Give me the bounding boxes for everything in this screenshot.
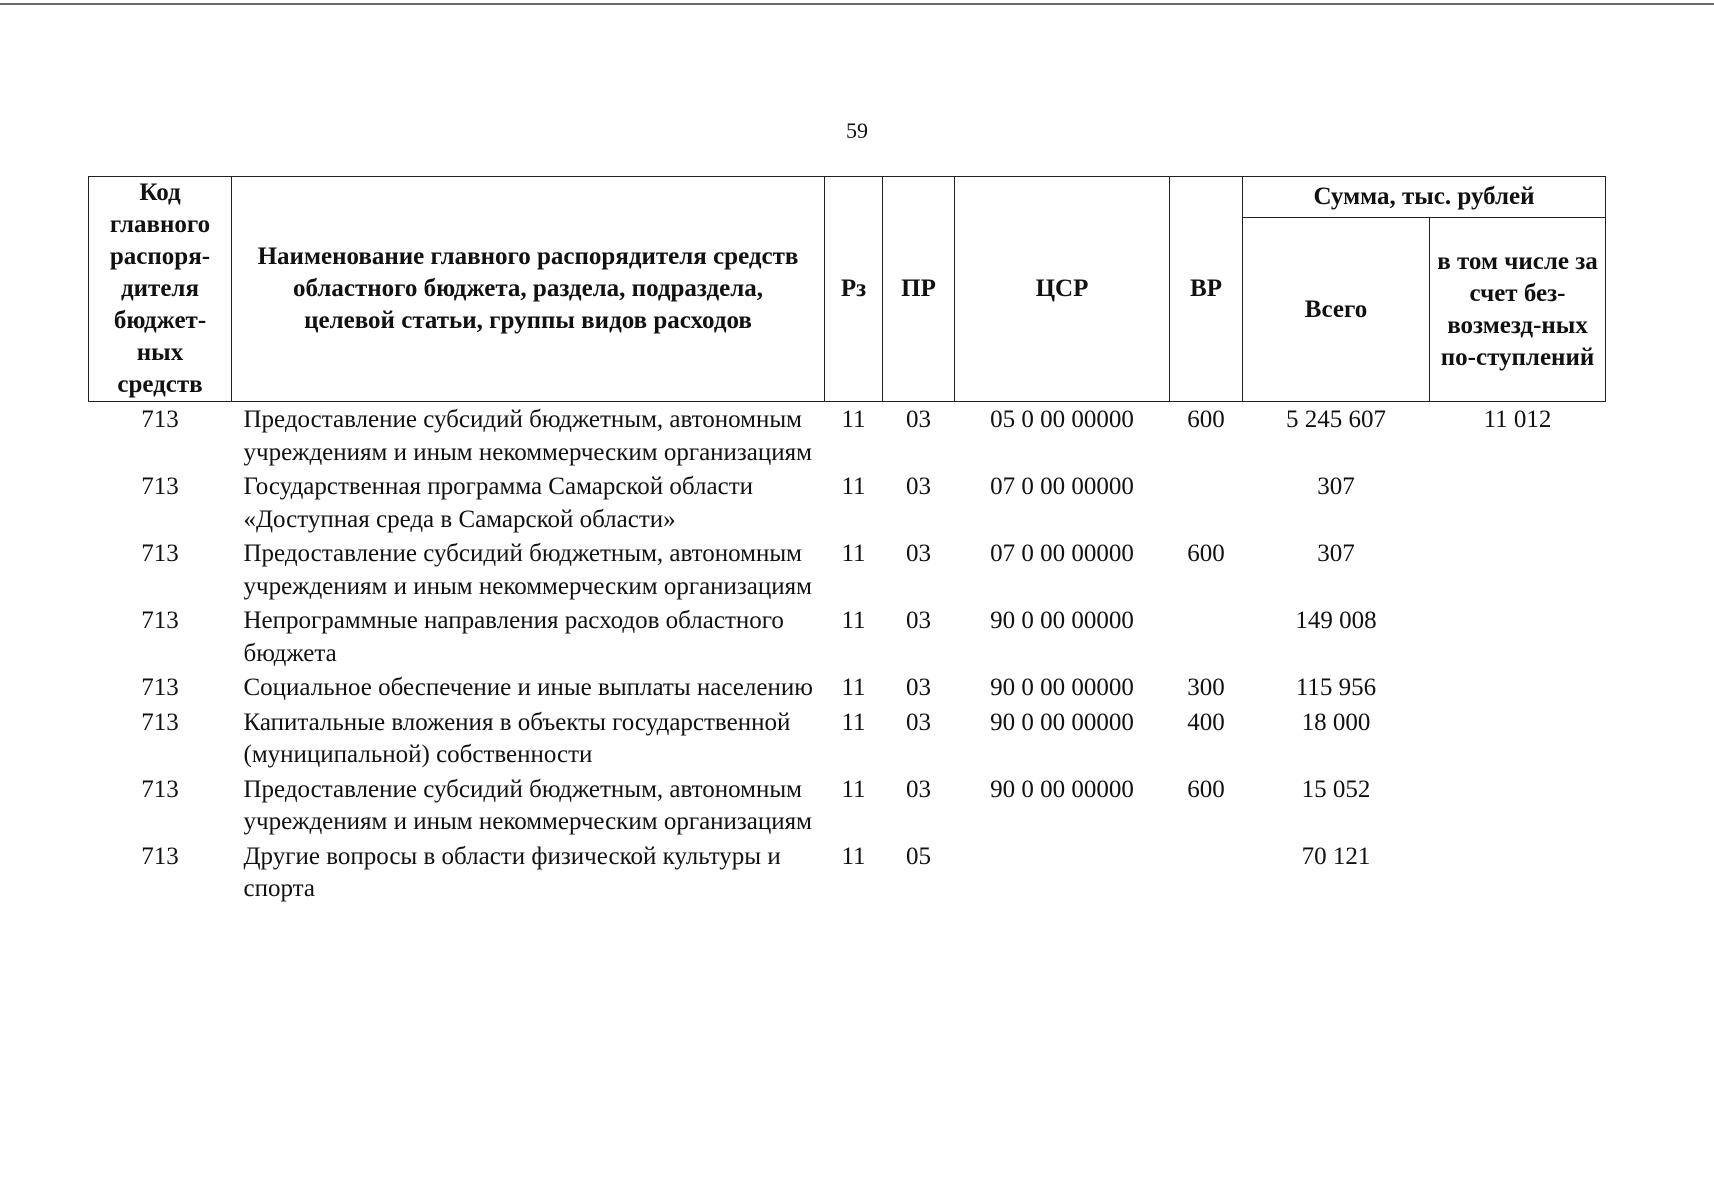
cell-vr: 600: [1187, 540, 1225, 567]
table-row: [89, 536, 1606, 603]
cell-incl: 11 012: [1430, 402, 1606, 470]
cell-incl: [1430, 536, 1606, 603]
cell-csr: [955, 839, 1170, 906]
cell-csr: 07 0 00 00000: [990, 473, 1134, 500]
table-row: [89, 772, 1606, 839]
cell-pr: 03: [906, 674, 931, 701]
cell-pr: 03: [906, 473, 931, 500]
cell-incl: [1430, 603, 1606, 670]
cell-vr: [1170, 469, 1243, 536]
cell-incl: [1430, 670, 1606, 705]
cell-vr: 300: [1187, 674, 1225, 701]
budget-table: [88, 176, 1606, 906]
header-name: Наименование главного распорядителя средств областного бюджета, раздела, подраздела, целевой статьи, группы видов расходов: [232, 177, 825, 402]
header-rz: Рз: [825, 177, 883, 402]
cell-name: Предоставление субсидий бюджетным, автономным учреждениям и иным некоммерческим организациям: [243, 540, 812, 600]
cell-incl: [1430, 705, 1606, 772]
cell-vr: 600: [1187, 775, 1225, 803]
cell-vr: [1170, 603, 1243, 670]
cell-csr: 90 0 00 00000: [990, 708, 1134, 736]
cell-name: Капитальные вложения в объекты государственной (муниципальной) собственности: [243, 708, 791, 768]
cell-code: 713: [141, 775, 179, 803]
cell-code: 713: [89, 402, 232, 470]
cell-rz: 11: [841, 540, 866, 567]
cell-total: 15 052: [1301, 775, 1371, 803]
cell-name: Другие вопросы в области физической культуры и спорта: [243, 842, 781, 902]
cell-total: 149 008: [1295, 607, 1377, 634]
cell-total: 115 956: [1295, 674, 1377, 701]
cell-pr: 05: [906, 842, 931, 870]
cell-rz: 11: [841, 607, 866, 634]
table-row: [89, 402, 1606, 470]
cell-vr: 600: [1170, 402, 1243, 470]
table-row: [89, 705, 1606, 772]
cell-code: 713: [141, 842, 179, 870]
cell-total: 5 245 607: [1243, 402, 1430, 470]
cell-total: 307: [1317, 540, 1355, 567]
table-row: [89, 670, 1606, 705]
cell-incl: [1430, 772, 1606, 839]
cell-vr: [1170, 839, 1243, 906]
cell-name: Непрограммные направления расходов областного бюджета: [243, 607, 784, 667]
cell-csr: 90 0 00 00000: [990, 674, 1134, 701]
table-row: [89, 603, 1606, 670]
cell-rz: 11: [841, 473, 866, 500]
cell-total: 307: [1317, 473, 1355, 500]
cell-pr: 03: [906, 607, 931, 634]
cell-name: Социальное обеспечение и иные выплаты населению: [243, 674, 813, 701]
page-number: 59: [846, 118, 868, 143]
cell-rz: 11: [825, 402, 883, 470]
cell-rz: 11: [841, 674, 866, 701]
cell-pr: 03: [906, 775, 931, 803]
table-row: [89, 839, 1606, 906]
header-total: Всего: [1243, 218, 1430, 402]
cell-name: Предоставление субсидий бюджетным, автономным учреждениям и иным некоммерческим организациям: [243, 775, 812, 835]
cell-csr: 90 0 00 00000: [990, 607, 1134, 634]
cell-code: 713: [141, 540, 179, 567]
cell-rz: 11: [841, 708, 866, 736]
cell-rz: 11: [841, 842, 866, 870]
cell-csr: 05 0 00 00000: [955, 402, 1170, 470]
header-pr: ПР: [883, 177, 955, 402]
cell-csr: 07 0 00 00000: [990, 540, 1134, 567]
cell-code: 713: [141, 674, 179, 701]
header-vr: ВР: [1170, 177, 1243, 402]
header-incl: в том числе за счет без-возмезд-ных по-ступлений: [1430, 218, 1606, 402]
cell-total: 70 121: [1301, 842, 1371, 870]
cell-name: Предоставление субсидий бюджетным, автономным учреждениям и иным некоммерческим организациям: [232, 402, 825, 470]
cell-code: 713: [141, 473, 179, 500]
cell-pr: 03: [883, 402, 955, 470]
table-header: [89, 177, 1606, 402]
cell-vr: 400: [1187, 708, 1225, 736]
cell-pr: 03: [906, 708, 931, 736]
cell-code: 713: [141, 708, 179, 736]
header-csr: ЦСР: [955, 177, 1170, 402]
cell-incl: [1430, 469, 1606, 536]
header-sum: Сумма, тыс. рублей: [1243, 177, 1606, 218]
table-row: [89, 469, 1606, 536]
table-body: [89, 402, 1606, 906]
cell-total: 18 000: [1301, 708, 1371, 736]
cell-code: 713: [141, 607, 179, 634]
page-top-edge: [0, 3, 1714, 5]
cell-name: Государственная программа Самарской области «Доступная среда в Самарской области»: [243, 473, 753, 533]
header-code: Код главного распоря-дителя бюджет-ных средств: [89, 177, 232, 402]
cell-pr: 03: [906, 540, 931, 567]
cell-csr: 90 0 00 00000: [990, 775, 1134, 803]
cell-rz: 11: [841, 775, 866, 803]
cell-incl: [1430, 839, 1606, 906]
